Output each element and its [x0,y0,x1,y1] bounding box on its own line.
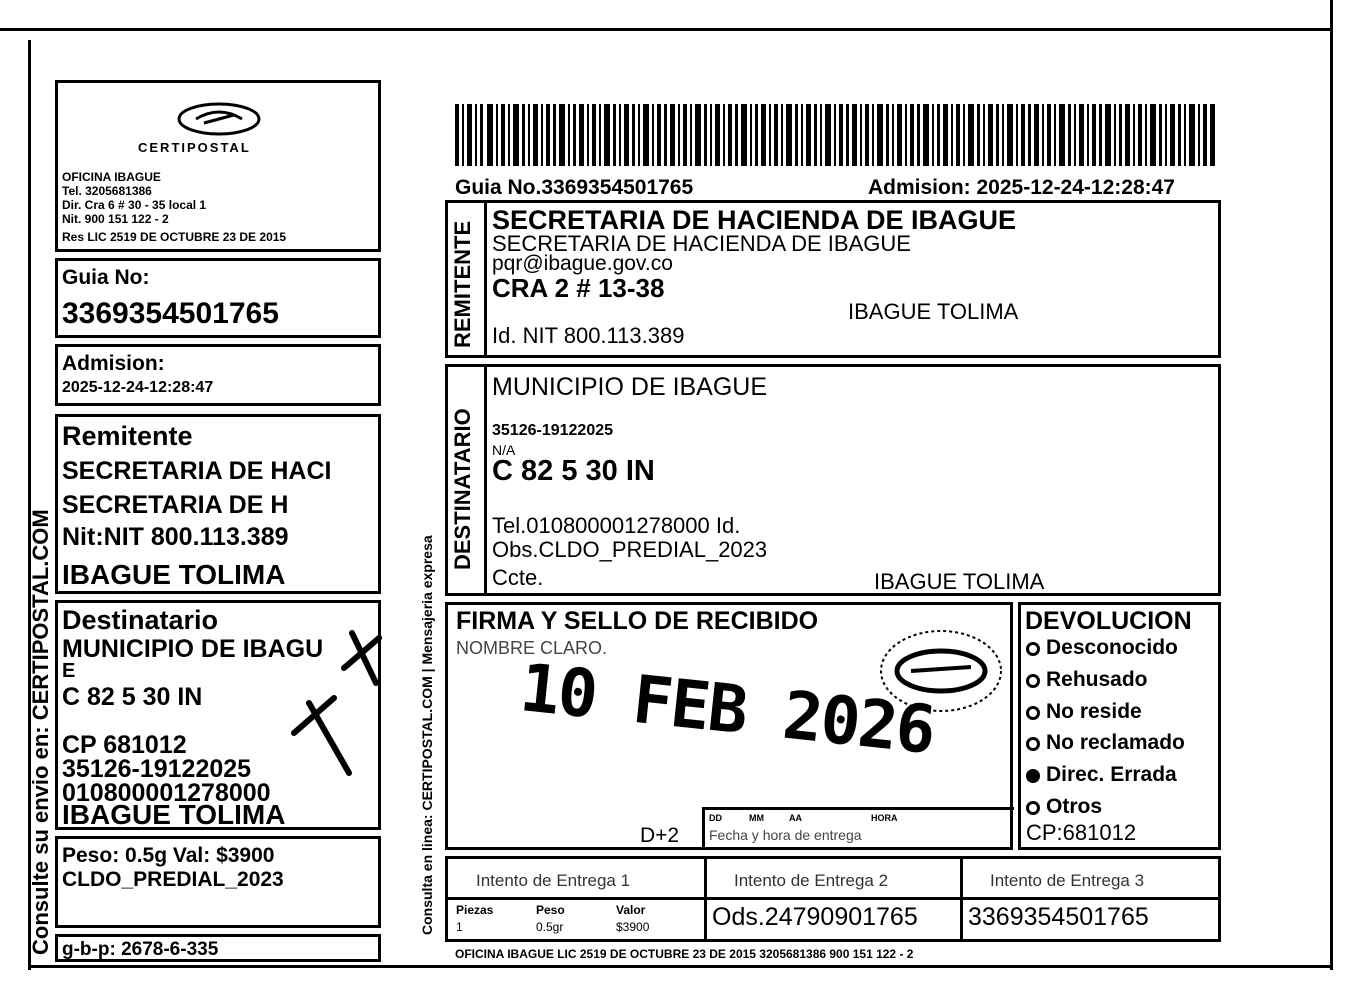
main-destinatario-box [445,364,1221,596]
side-text-left: Consulte su envio en: CERTIPOSTAL.COM [28,509,53,955]
radio-icon [1026,674,1040,688]
radio-icon [1026,801,1040,815]
main-destinatario-name: MUNICIPIO DE IBAGUE [492,373,768,401]
stub-remitente-title: Remitente [62,421,193,451]
main-remitente-box [445,200,1221,358]
devolucion-option-direc-errada[interactable]: Direc. Errada [1026,763,1177,787]
intento-1: Intento de Entrega 1 [476,871,631,890]
office-dir: Dir. Cra 6 # 30 - 35 local 1 [62,198,207,212]
valor-value: $3900 [616,920,650,934]
logo-name: CERTIPOSTAL [138,140,251,155]
stub-remitente-nit: Nit:NIT 800.113.389 [62,523,289,551]
office-nit: Nit. 900 151 122 - 2 [62,212,169,226]
stub-destinatario-name1: MUNICIPIO DE IBAGU [62,635,324,663]
fecha-mm: MM [749,813,764,823]
stub-destinatario-city: IBAGUE TOLIMA [62,799,286,830]
main-remitente-label: REMITENTE [450,220,475,348]
devolucion-option-no-reside[interactable]: No reside [1026,700,1142,724]
stub-remitente-city: IBAGUE TOLIMA [62,559,286,590]
intento-3: Intento de Entrega 3 [990,871,1145,890]
stub-guia-label: Guia No: [62,266,150,289]
office-res: Res LIC 2519 DE OCTUBRE 23 DE 2015 [62,230,287,244]
piezas-value: 1 [456,920,463,934]
intentos-table [445,856,1221,942]
scan-border-top [0,28,1330,31]
piezas-label: Piezas [456,903,494,917]
main-destinatario-ccte: Ccte. [492,565,544,590]
stub-admision-label: Admision: [62,352,165,375]
main-remitente-name2: SECRETARIA DE HACIENDA DE IBAGUE [492,231,911,256]
stub-remitente-line2: SECRETARIA DE H [62,491,289,519]
main-remitente-city: IBAGUE TOLIMA [848,299,1019,324]
barcode [455,104,1215,166]
stub-destinatario-ref: 35126-19122025 [62,755,252,783]
radio-icon [1026,706,1040,720]
certipostal-logo-icon [174,101,264,141]
stub-destinatario-address: C 82 5 30 IN [62,683,203,711]
stub-guia-number: 3369354501765 [62,297,279,330]
stub-admision-value: 2025-12-24-12:28:47 [62,379,214,396]
stub-product: CLDO_PREDIAL_2023 [62,868,284,891]
main-remitente-id: Id. NIT 800.113.389 [492,323,685,348]
footer-line: OFICINA IBAGUE LIC 2519 DE OCTUBRE 23 DE 2015 3205681386 900 151 122 - 2 [455,947,914,961]
radio-icon [1026,642,1040,656]
main-destinatario-label: DESTINATARIO [450,408,475,570]
main-remitente-email: pqr@ibague.gov.co [492,252,673,275]
devolucion-option-otros[interactable]: Otros [1026,795,1102,819]
stub-remitente-box [55,414,381,594]
firma-nombre: NOMBRE CLARO. [456,638,608,658]
main-guia-line: Guia No.3369354501765 [455,176,694,199]
fecha-dd: DD [709,813,722,823]
fecha-label: Fecha y hora de entrega [709,827,862,843]
firma-d2: D+2 [640,824,680,847]
stub-destinatario-phone: 010800001278000 [62,779,271,807]
main-remitente-address: CRA 2 # 13-38 [492,273,665,303]
scan-border-bottom [30,965,1330,968]
main-destinatario-na: N/A [492,442,516,458]
radio-filled-icon [1026,769,1040,783]
radio-icon [1026,737,1040,751]
devolucion-option-desconocido[interactable]: Desconocido [1026,636,1178,660]
stub-peso-val: Peso: 0.5g Val: $3900 [62,844,275,867]
stub-peso-box [55,836,381,928]
peso-value: 0.5gr [536,920,564,934]
main-destinatario-address: C 82 5 30 IN [492,455,655,487]
main-remitente-name: SECRETARIA DE HACIENDA DE IBAGUE [492,205,1017,235]
firma-box [445,602,1013,850]
stub-destinatario-name2: E [62,660,76,682]
stub-code-box [55,934,381,962]
stub-destinatario-cp: CP 681012 [62,731,187,759]
peso-label: Peso [536,903,565,917]
stub-office-box [55,80,381,252]
main-admision-line: Admision: 2025-12-24-12:28:47 [868,176,1175,199]
fecha-hora: HORA [871,813,898,823]
fecha-entrega-box [702,807,1014,847]
fecha-aa: AA [789,813,802,823]
main-destinatario-tel: Tel.010800001278000 Id. [492,513,741,538]
guia-repeat: 3369354501765 [968,903,1149,931]
stub-code: g-b-p: 2678-6-335 [62,939,219,960]
handwritten-x-marks [274,613,394,783]
main-destinatario-city: IBAGUE TOLIMA [874,569,1045,594]
valor-label: Valor [616,903,646,917]
devolucion-option-rehusado[interactable]: Rehusado [1026,668,1148,692]
ods-number: Ods.24790901765 [712,903,918,931]
intento-2: Intento de Entrega 2 [734,871,889,890]
stub-guia-box [55,258,381,338]
firma-title: FIRMA Y SELLO DE RECIBIDO [456,607,819,635]
office-name: OFICINA IBAGUE [62,170,161,184]
stub-admision-box [55,344,381,406]
scan-border-right [1330,0,1333,970]
devolucion-cp: CP:681012 [1026,820,1137,845]
main-destinatario-ref: 35126-19122025 [492,422,614,439]
stub-destinatario-box [55,600,381,830]
side-text-middle: Consulta en linea: CERTIPOSTAL.COM | Mensajeria expresa [419,535,435,935]
devolucion-title: DEVOLUCION [1025,607,1192,635]
stamp-date: 10 FEB 2026 [516,649,938,770]
stub-remitente-line1: SECRETARIA DE HACI [62,457,332,485]
office-tel: Tel. 3205681386 [62,184,152,198]
devolucion-option-no-reclamado[interactable]: No reclamado [1026,731,1185,755]
main-destinatario-obs: Obs.CLDO_PREDIAL_2023 [492,537,768,562]
stub-destinatario-title: Destinatario [62,605,219,635]
